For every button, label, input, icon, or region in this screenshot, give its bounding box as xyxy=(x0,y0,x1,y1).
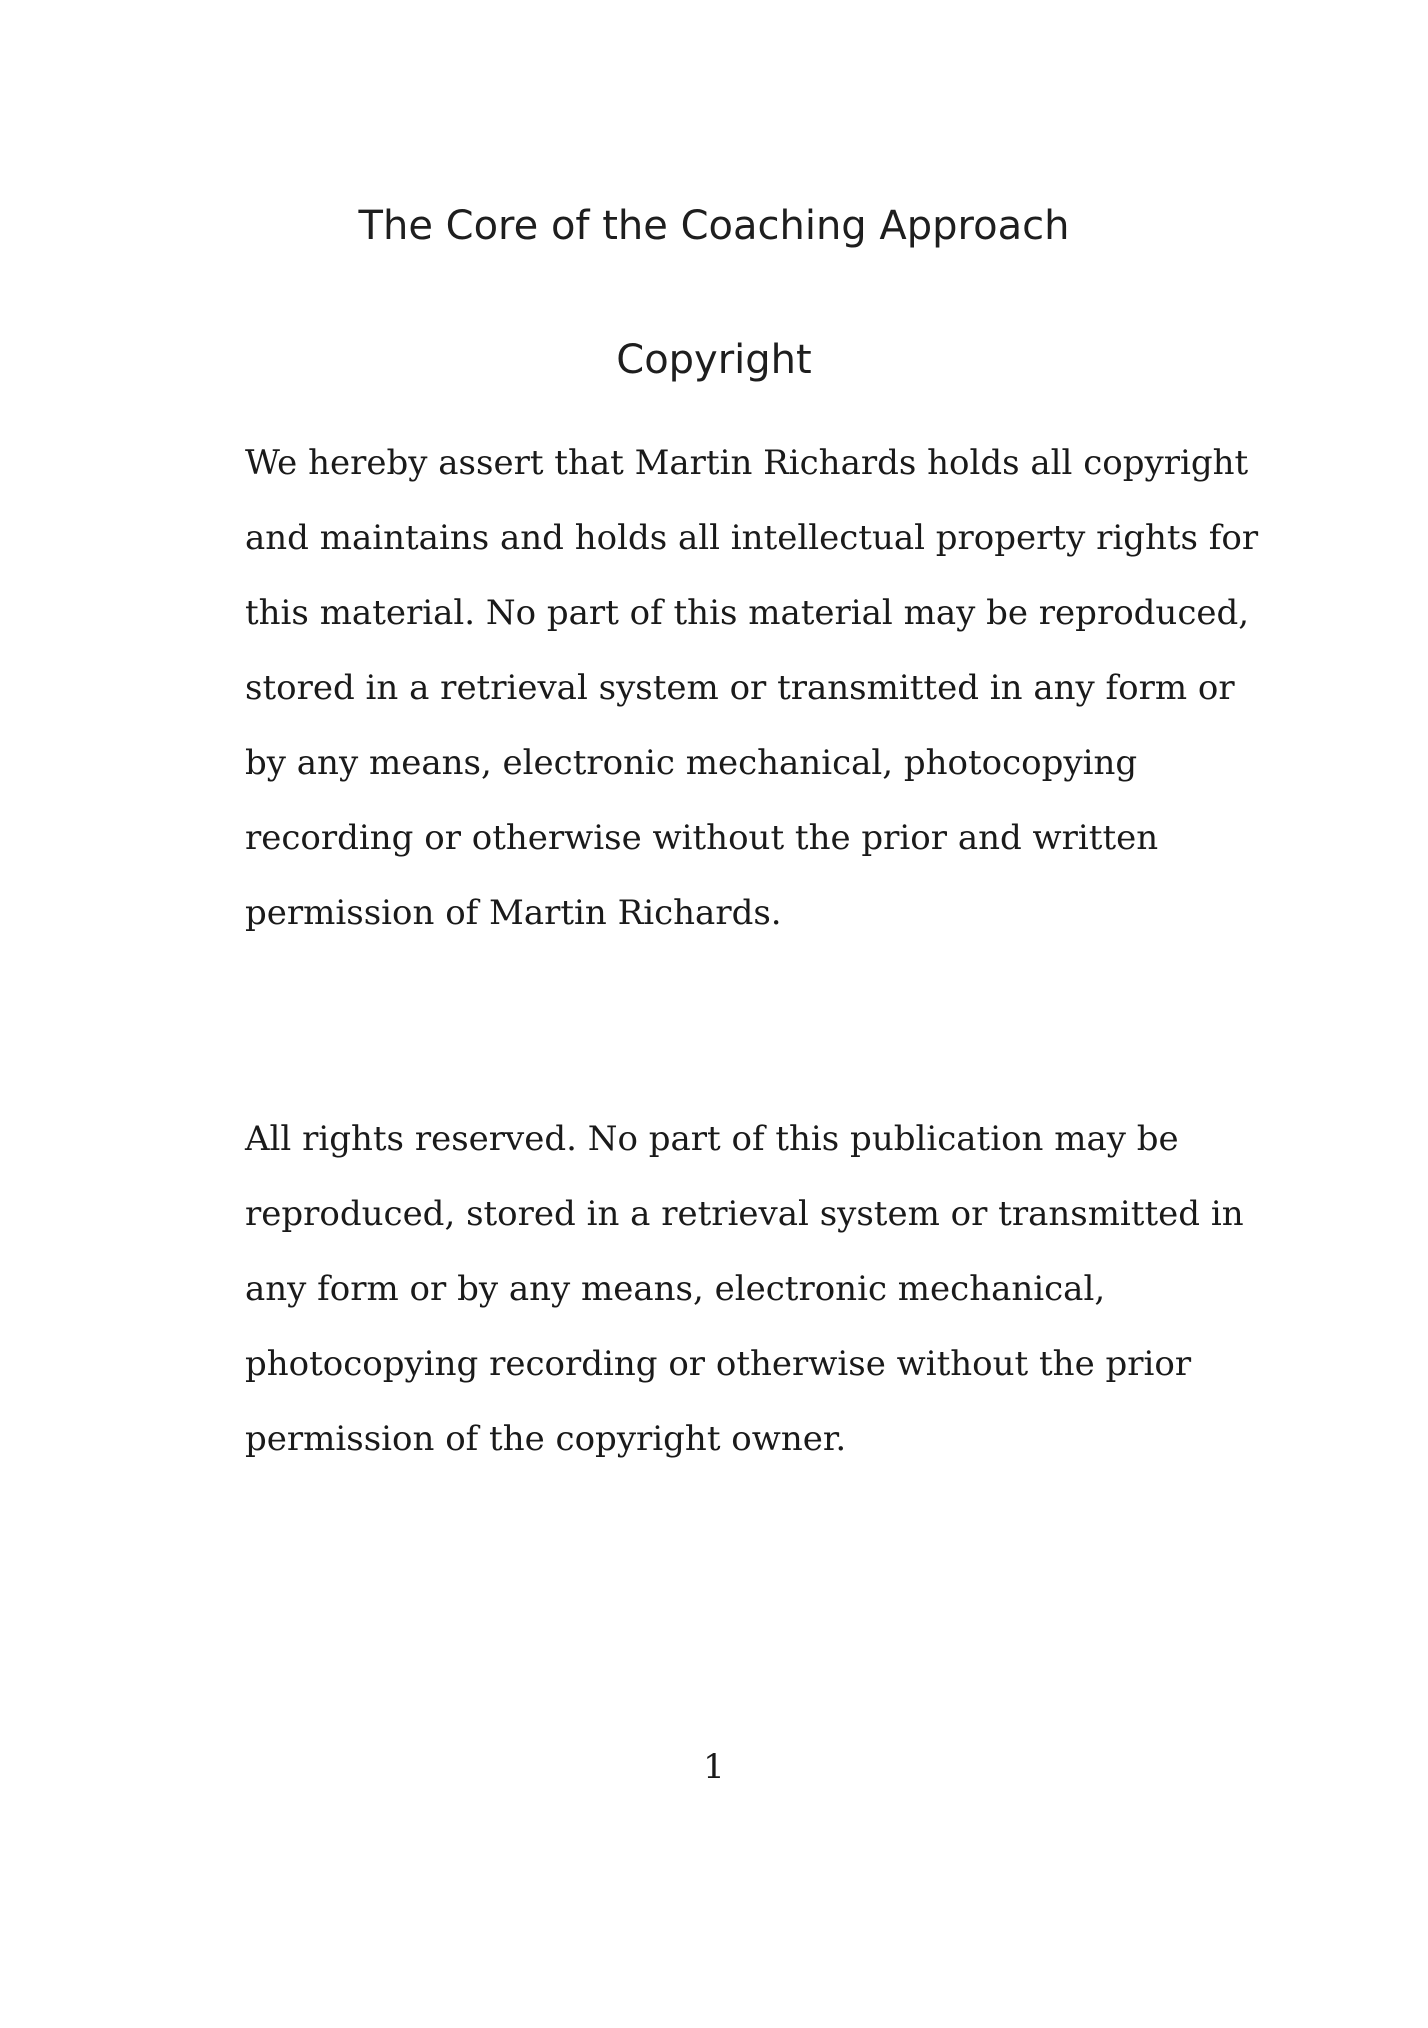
paragraph-line: We hereby assert that Martin Richards holds all copyright xyxy=(245,443,1249,483)
paragraph-line: any form or by any means, electronic mechanical, xyxy=(245,1269,1106,1309)
paragraph-line: stored in a retrieval system or transmitted in any form or xyxy=(245,668,1235,708)
all-rights-reserved-paragraph xyxy=(245,1102,1244,1477)
section-title: Copyright xyxy=(616,337,812,383)
copyright-assertion-paragraph xyxy=(245,426,1259,951)
paragraph-line: by any means, electronic mechanical, photocopying xyxy=(245,743,1138,783)
paragraph-line: reproduced, stored in a retrieval system or transmitted in xyxy=(245,1194,1244,1234)
paragraph-line: and maintains and holds all intellectual property rights for xyxy=(245,518,1259,558)
paragraph-line: photocopying recording or otherwise without the prior xyxy=(245,1344,1192,1384)
page-number: 1 xyxy=(703,1747,725,1787)
paragraph-line: permission of the copyright owner. xyxy=(245,1419,847,1459)
book-title: The Core of the Coaching Approach xyxy=(358,203,1070,249)
paragraph-line: this material. No part of this material may be reproduced, xyxy=(245,593,1250,633)
paragraph-line: All rights reserved. No part of this publication may be xyxy=(245,1119,1179,1159)
paragraph-line: permission of Martin Richards. xyxy=(245,893,782,933)
paragraph-line: recording or otherwise without the prior and written xyxy=(245,818,1159,858)
